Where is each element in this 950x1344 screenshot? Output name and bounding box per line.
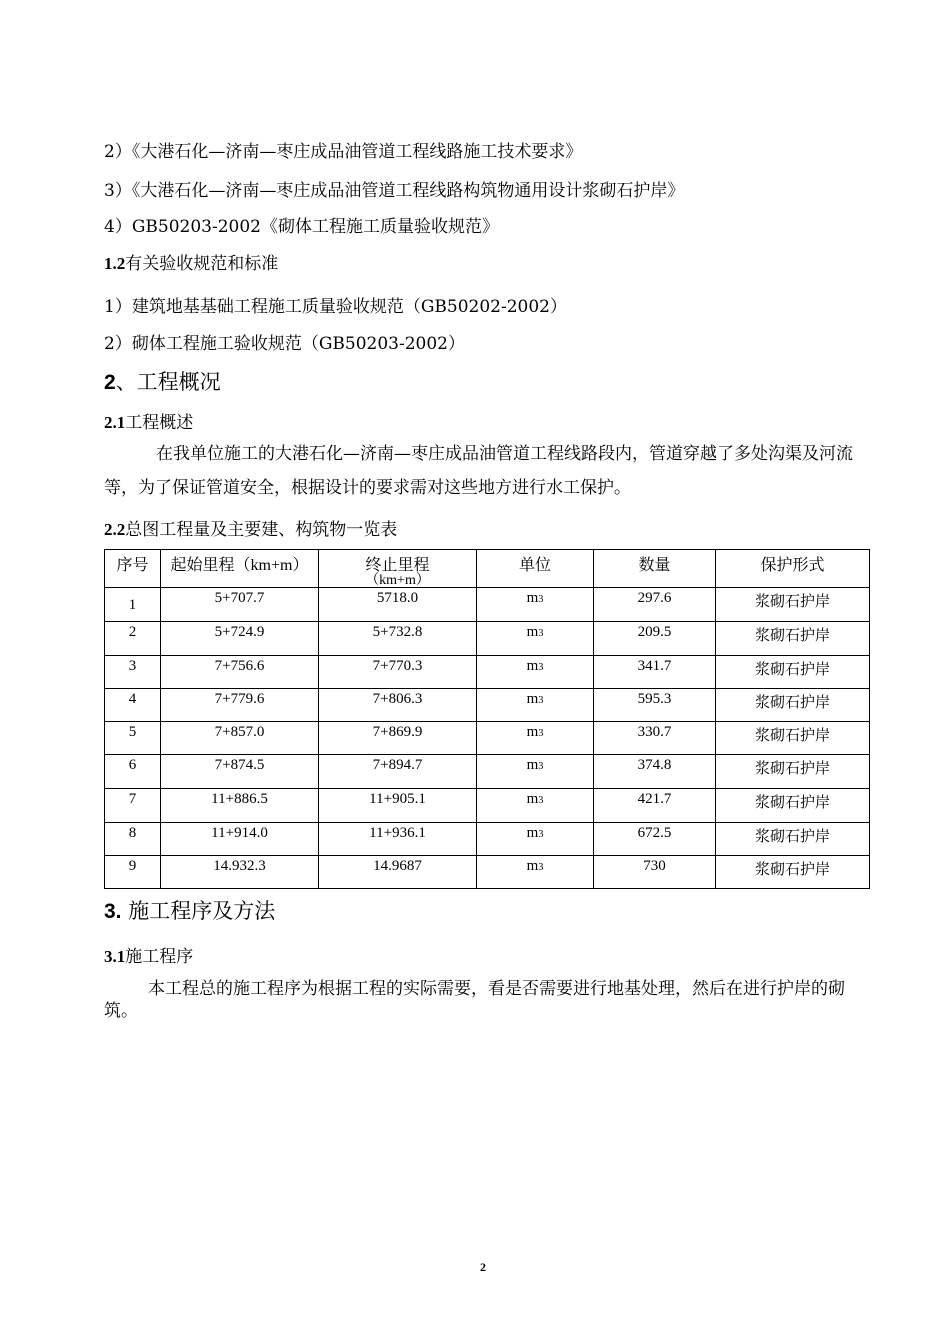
header-end-label: 终止里程 bbox=[365, 557, 430, 574]
unit-superscript: 3 bbox=[538, 795, 544, 806]
table-row bbox=[105, 856, 870, 889]
unit-superscript: 3 bbox=[538, 829, 544, 840]
cell-form: 浆砌石护岸 bbox=[716, 823, 870, 856]
table-row bbox=[105, 622, 870, 656]
section-heading-2-1 bbox=[104, 408, 193, 433]
cell-end: 7+770.3 bbox=[319, 656, 477, 689]
cell-no: 6 bbox=[105, 755, 161, 789]
cell-unit bbox=[477, 722, 594, 755]
cell-no: 5 bbox=[105, 722, 161, 755]
cell-qty: 341.7 bbox=[594, 656, 716, 689]
page-number: 2 bbox=[480, 1260, 486, 1274]
header-end-unit: （km+m） bbox=[365, 573, 430, 588]
header-qty: 数量 bbox=[594, 550, 716, 588]
cell-end: 7+894.7 bbox=[319, 755, 477, 789]
cell-no: 1 bbox=[105, 588, 161, 622]
section-heading-3-1 bbox=[104, 942, 193, 967]
reference-item: 2）《大港石化—济南—枣庄成品油管道工程线路施工技术要求》 bbox=[104, 142, 583, 162]
cell-no: 9 bbox=[105, 856, 161, 889]
cell-no: 2 bbox=[105, 622, 161, 656]
unit-superscript: 3 bbox=[538, 761, 544, 772]
unit-label: m bbox=[526, 590, 539, 606]
cell-form: 浆砌石护岸 bbox=[716, 856, 870, 889]
cell-end: 7+869.9 bbox=[319, 722, 477, 755]
unit-label: m bbox=[526, 624, 539, 640]
cell-unit bbox=[477, 755, 594, 789]
section-number: 2.1 bbox=[104, 413, 126, 432]
cell-qty: 421.7 bbox=[594, 789, 716, 823]
table-row bbox=[105, 823, 870, 856]
section-title: 施工程序及方法 bbox=[121, 899, 276, 923]
section-title: 施工程序 bbox=[125, 947, 194, 967]
cell-qty: 209.5 bbox=[594, 622, 716, 656]
quantity-table bbox=[104, 549, 870, 889]
overview-paragraph: 在我单位施工的大港石化—济南—枣庄成品油管道工程线路段内，管道穿越了多处沟渠及河流等，为了保证管道安全，根据设计的要求需对这些地方进行水工保护。 bbox=[104, 444, 853, 498]
section-title: 、工程概况 bbox=[115, 370, 221, 394]
unit-superscript: 3 bbox=[538, 695, 544, 706]
table-row bbox=[105, 789, 870, 823]
unit-superscript: 3 bbox=[538, 862, 544, 873]
table-row bbox=[105, 689, 870, 722]
unit-superscript: 3 bbox=[538, 662, 544, 673]
cell-start: 7+857.0 bbox=[161, 722, 319, 755]
procedure-paragraph: 本工程总的施工程序为根据工程的实际需要，看是否需要进行地基处理，然后在进行护岸的砌筑。 bbox=[104, 979, 845, 1021]
unit-label: m bbox=[526, 691, 539, 707]
cell-end: 7+806.3 bbox=[319, 689, 477, 722]
cell-unit bbox=[477, 856, 594, 889]
table-row bbox=[105, 722, 870, 755]
cell-unit bbox=[477, 689, 594, 722]
unit-label: m bbox=[526, 791, 539, 807]
cell-end: 11+936.1 bbox=[319, 823, 477, 856]
cell-form: 浆砌石护岸 bbox=[716, 789, 870, 823]
header-no: 序号 bbox=[105, 550, 161, 588]
cell-no: 3 bbox=[105, 656, 161, 689]
cell-unit bbox=[477, 622, 594, 656]
section-title: 有关验收规范和标准 bbox=[125, 254, 279, 274]
cell-form: 浆砌石护岸 bbox=[716, 722, 870, 755]
cell-no: 4 bbox=[105, 689, 161, 722]
section-heading-2-2 bbox=[104, 515, 397, 540]
cell-start: 5+724.9 bbox=[161, 622, 319, 656]
section-number: 1.2 bbox=[104, 254, 126, 273]
cell-qty: 374.8 bbox=[594, 755, 716, 789]
section-title: 工程概述 bbox=[125, 413, 194, 433]
reference-item: 4）GB50203-2002《砌体工程施工质量验收规范》 bbox=[104, 217, 499, 237]
cell-unit bbox=[477, 789, 594, 823]
cell-unit bbox=[477, 656, 594, 689]
section-heading-2 bbox=[104, 366, 221, 396]
table-row bbox=[105, 656, 870, 689]
cell-end: 5+732.8 bbox=[319, 622, 477, 656]
cell-form: 浆砌石护岸 bbox=[716, 656, 870, 689]
cell-no: 7 bbox=[105, 789, 161, 823]
cell-start: 7+756.6 bbox=[161, 656, 319, 689]
unit-label: m bbox=[526, 658, 539, 674]
cell-form: 浆砌石护岸 bbox=[716, 755, 870, 789]
unit-superscript: 3 bbox=[538, 594, 544, 605]
cell-end: 11+905.1 bbox=[319, 789, 477, 823]
header-end bbox=[319, 550, 477, 588]
table-row bbox=[105, 755, 870, 789]
cell-end: 14.9687 bbox=[319, 856, 477, 889]
section-heading-1-2 bbox=[104, 249, 278, 274]
unit-label: m bbox=[526, 858, 539, 874]
section-number: 3. bbox=[104, 900, 122, 923]
cell-end: 5718.0 bbox=[319, 588, 477, 622]
cell-start: 14.932.3 bbox=[161, 856, 319, 889]
cell-qty: 297.6 bbox=[594, 588, 716, 622]
cell-start: 11+914.0 bbox=[161, 823, 319, 856]
cell-no: 8 bbox=[105, 823, 161, 856]
cell-form: 浆砌石护岸 bbox=[716, 622, 870, 656]
cell-form: 浆砌石护岸 bbox=[716, 588, 870, 622]
cell-qty: 595.3 bbox=[594, 689, 716, 722]
section-number: 3.1 bbox=[104, 947, 126, 966]
cell-form: 浆砌石护岸 bbox=[716, 689, 870, 722]
cell-qty: 330.7 bbox=[594, 722, 716, 755]
section-number: 2 bbox=[104, 371, 116, 394]
unit-superscript: 3 bbox=[538, 728, 544, 739]
header-form: 保护形式 bbox=[716, 550, 870, 588]
header-start: 起始里程（km+m） bbox=[161, 550, 319, 588]
table-row bbox=[105, 588, 870, 622]
cell-unit bbox=[477, 588, 594, 622]
table-header-row bbox=[105, 550, 870, 588]
cell-start: 7+779.6 bbox=[161, 689, 319, 722]
unit-superscript: 3 bbox=[538, 628, 544, 639]
section-number: 2.2 bbox=[104, 520, 126, 539]
standard-item: 2）砌体工程施工验收规范（GB50203-2002） bbox=[104, 334, 465, 354]
standard-item: 1）建筑地基基础工程施工质量验收规范（GB50202-2002） bbox=[104, 297, 567, 317]
section-title: 总图工程量及主要建、构筑物一览表 bbox=[125, 520, 398, 540]
header-unit: 单位 bbox=[477, 550, 594, 588]
cell-unit bbox=[477, 823, 594, 856]
cell-qty: 730 bbox=[594, 856, 716, 889]
unit-label: m bbox=[526, 825, 539, 841]
reference-item: 3）《大港石化—济南—枣庄成品油管道工程线路构筑物通用设计浆砌石护岸》 bbox=[104, 181, 685, 201]
cell-start: 11+886.5 bbox=[161, 789, 319, 823]
cell-start: 5+707.7 bbox=[161, 588, 319, 622]
cell-qty: 672.5 bbox=[594, 823, 716, 856]
section-heading-3 bbox=[104, 895, 275, 925]
unit-label: m bbox=[526, 757, 539, 773]
cell-start: 7+874.5 bbox=[161, 755, 319, 789]
unit-label: m bbox=[526, 724, 539, 740]
